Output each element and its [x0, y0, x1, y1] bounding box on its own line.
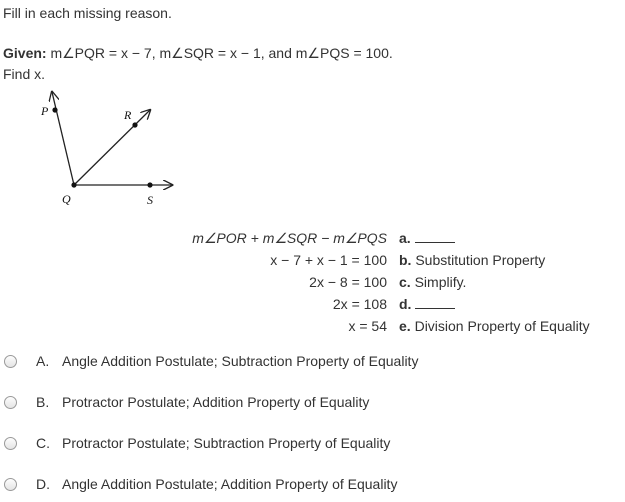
ray-qr	[74, 110, 150, 185]
answer-option-d[interactable]	[0, 476, 620, 498]
find-prompt: Find x.	[3, 66, 46, 82]
step-reason	[399, 318, 590, 334]
radio-button[interactable]	[4, 478, 17, 491]
step-reason	[399, 252, 545, 268]
angle-diagram	[36, 88, 186, 210]
label-s: S	[147, 193, 153, 207]
option-text[interactable]: Protractor Postulate; Addition Property of Equality	[62, 394, 370, 410]
step-statement: 2x − 8 = 100	[309, 274, 387, 290]
option-letter: D.	[36, 476, 50, 492]
answer-blank	[415, 230, 455, 243]
step-letter: c.	[399, 274, 411, 290]
radio-button[interactable]	[4, 396, 17, 409]
step-statement: x − 7 + x − 1 = 100	[270, 252, 387, 268]
step-reason	[399, 296, 455, 312]
step-letter: e.	[399, 318, 411, 334]
label-r: R	[124, 108, 132, 122]
ray-qp	[52, 92, 74, 185]
point-p	[52, 107, 57, 112]
proof-step	[195, 274, 615, 294]
step-letter: b.	[399, 252, 412, 268]
option-text[interactable]: Angle Addition Postulate; Subtraction Property of Equality	[62, 353, 419, 369]
proof-step	[195, 318, 615, 338]
step-letter: d.	[399, 296, 412, 312]
step-reason-text: Simplify.	[414, 274, 467, 290]
step-reason-text: Substitution Property	[415, 252, 546, 268]
step-statement: m∠POR + m∠SQR − m∠PQS	[192, 230, 387, 246]
step-reason	[399, 230, 455, 246]
option-letter: C.	[36, 435, 50, 451]
answer-blank	[415, 296, 455, 309]
point-s	[147, 182, 152, 187]
given-statement	[3, 45, 393, 62]
instruction-text: Fill in each missing reason.	[3, 5, 172, 21]
label-q: Q	[62, 192, 71, 206]
given-text: m∠PQR = x − 7, m∠SQR = x − 1, and m∠PQS = 100.	[50, 45, 393, 61]
option-letter: B.	[36, 394, 50, 410]
answer-option-a[interactable]	[0, 353, 620, 375]
option-text[interactable]: Angle Addition Postulate; Addition Property of Equality	[62, 476, 398, 492]
point-q	[71, 182, 76, 187]
step-reason	[399, 274, 466, 290]
radio-button[interactable]	[4, 437, 17, 450]
option-letter: A.	[36, 353, 50, 369]
proof-step	[195, 296, 615, 316]
option-text[interactable]: Protractor Postulate; Subtraction Property of Equality	[62, 435, 391, 451]
answer-option-c[interactable]	[0, 435, 620, 457]
proof-step	[195, 252, 615, 272]
given-label: Given:	[3, 45, 47, 61]
step-letter: a.	[399, 230, 411, 246]
label-p: P	[41, 104, 49, 118]
step-statement: x = 54	[348, 318, 387, 334]
step-statement: 2x = 108	[332, 296, 387, 312]
answer-option-b[interactable]	[0, 394, 620, 416]
radio-button[interactable]	[4, 355, 17, 368]
step-reason-text: Division Property of Equality	[414, 318, 590, 334]
point-r	[132, 122, 137, 127]
proof-step	[192, 230, 615, 250]
